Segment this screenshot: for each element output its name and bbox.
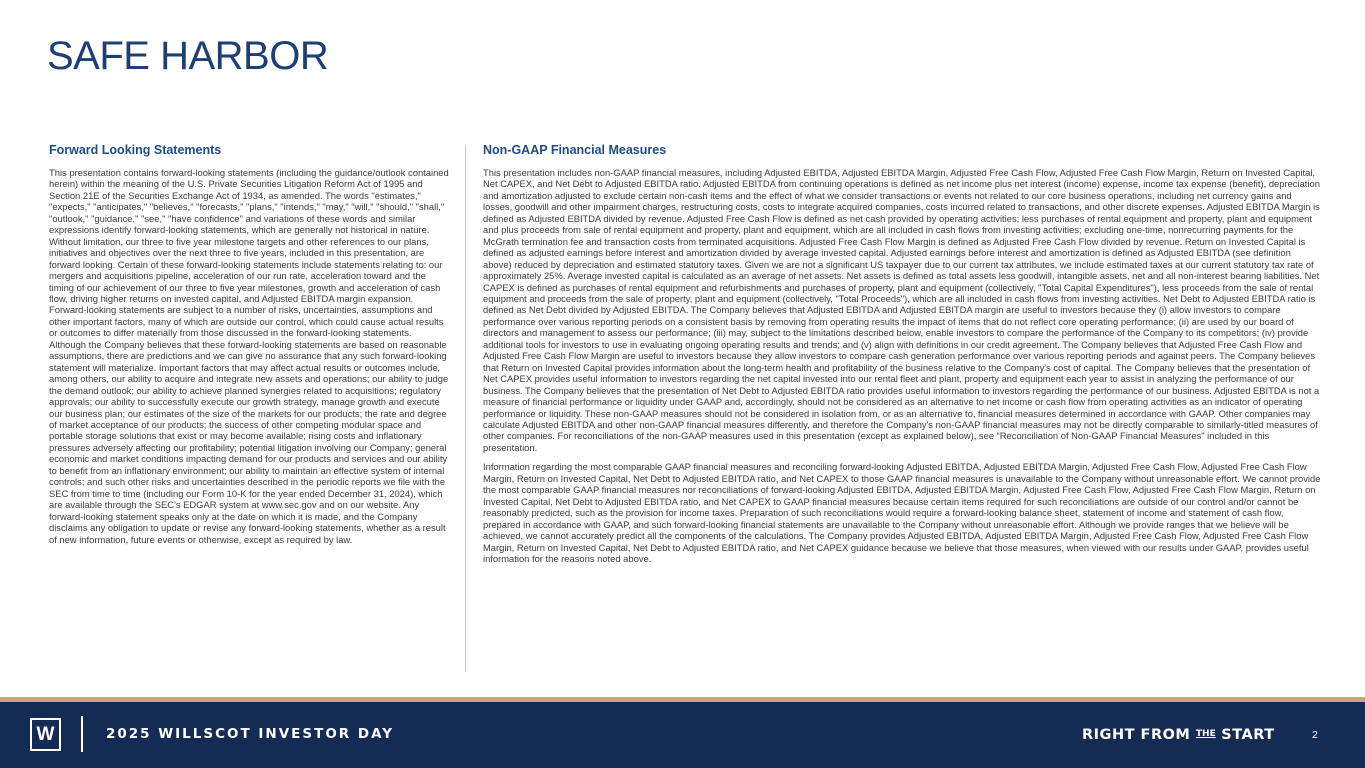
page-title: SAFE HARBOR (47, 34, 329, 78)
footer-separator (81, 716, 83, 752)
column-divider (465, 145, 466, 672)
event-name: 2025 WILLSCOT INVESTOR DAY (106, 726, 395, 742)
non-gaap-section (483, 143, 1321, 570)
forward-looking-section (49, 143, 449, 551)
tagline-part-1: RIGHT FROM (1082, 727, 1196, 743)
forward-looking-paragraph: This presentation contains forward-looking statements (including the guidance/outlook contained herein) within the meaning of the U.S. Private Securities Litigation Reform Act of 1995 and Section 21E of the Securities Exchange Act of 1934, as amended. The words "estimates," "expects," "anticipates," "believes," "forecasts," "plans," "intends," "may," "will," "should," "shall," "outlook," "guidance," "see," "have confidence" and variations of these words and similar expressions identify forward-looking statements, which are generally not historical in nature. Without limitation, our three to five year milestone targets and other references to our plans, initiatives and objectives over the next three to five years, included in this presentation, are forward looking. Certain of these forward-looking statements include statements relating to: our mergers and acquisitions pipeline, acceleration of our run rate, acceleration toward and the timing of our achievement of our three to five year milestones, growth and acceleration of cash flow, driving higher returns on invested capital, and Adjusted EBITDA margin expansion. Forward-looking statements are subject to a number of risks, uncertainties, assumptions and other important factors, many of which are outside our control, which could cause actual results or outcomes to differ materially from those discussed in the forward-looking statements. Although the Company believes that these forward-looking statements are based on reasonable assumptions, there are predictions and we can give no assurance that any such forward-looking statement will materialize. Important factors that may affect actual results or outcomes include, among others, our ability to acquire and integrate new assets and operations; our ability to judge the demand outlook; our ability to achieve planned synergies related to acquisitions; regulatory approvals; our ability to successfully execute our growth strategy, manage growth and execute our business plan; our estimates of the size of the markets for our products; the rate and degree of market acceptance of our products; the success of other competing modular space and portable storage solutions that exist or may become available; rising costs and inflationary pressures adversely affecting our profitability; potential litigation involving our Company; general economic and market conditions impacting demand for our products and services and our ability to benefit from an inflationary environment; our ability to maintain an effective system of internal controls; and such other risks and uncertainties described in the periodic reports we file with the SEC from time to time (including our Form 10-K for the year ended December 31, 2024), which are available through the SEC's EDGAR system at www.sec.gov and on our website. Any forward-looking statement speaks only at the date on which it is made, and the Company disclaims any obligation to update or revise any forward-looking statements, whether as a result of new information, future events or otherwise, except as required by law. (49, 167, 449, 545)
forward-looking-heading: Forward Looking Statements (49, 143, 222, 157)
non-gaap-paragraph-definitions: This presentation includes non-GAAP financial measures, including Adjusted EBITDA, Adjusted EBITDA Margin, Adjusted Free Cash Flow, Adjusted Free Cash Flow Margin, Return on Invested Capital, Net CAPEX, and Net Debt to Adjusted EBITDA ratio. Adjusted EBITDA from continuing operations is defined as net income plus net interest (income) expense, income tax expense (benefit), depreciation and amortization adjusted to exclude certain non-cash items and the effect of what we consider transactions or events not related to our core business operations, including net currency gains and losses, goodwill and other impairment charges, restructuring costs, costs to integrate acquired companies, costs incurred related to transactions, and other discrete expenses. Adjusted EBITDA Margin is defined as Adjusted EBITDA divided by revenue. Adjusted Free Cash Flow is defined as net cash provided by operating activities; less purchases of rental equipment and property, plant and equipment and plus proceeds from sale of rental equipment and property, plant and equipment, which are all included in cash flows from investing activities; excluding one-time, nonrecurring payments for the McGrath termination fee and transaction costs from terminated acquisitions. Adjusted Free Cash Flow Margin is defined as Adjusted Free Cash Flow divided by revenue. Return on Invested Capital is defined as adjusted earnings before interest and amortization divided by average invested capital. Adjusted earnings before interest and amortization is defined as Adjusted EBITDA (see definition above) reduced by depreciation and estimated statutory taxes. Given we are not a significant US taxpayer due to our current tax attributes, we include estimated taxes at our current statutory tax rate of approximately 25%. Average invested capital is calculated as an average of net assets. Net assets is defined as total assets less goodwill, intangible assets, net and all non-interest bearing liabilities. Net CAPEX is defined as purchases of rental equipment and refurbishments and purchases of property, plant and equipment (collectively, "Total Capital Expenditures"), less proceeds from the sale of rental equipment and proceeds from the sale of property, plant and equipment (collectively, "Total Proceeds"), which are all included in cash flows from investing activities. Net Debt to Adjusted EBITDA ratio is defined as Net Debt divided by Adjusted EBITDA. The Company believes that Adjusted EBITDA and Adjusted EBITDA margin are useful to investors because they (i) allow investors to compare performance over various reporting periods on a consistent basis by removing from operating results the impact of items that do not reflect core operating performance; (ii) are used by our board of directors and management to assess our performance; (iii) may, subject to the limitations described below, enable investors to compare the performance of the Company to its competitors; (iv) provide additional tools for investors to use in evaluating ongoing operating results and trends; and (v) align with definitions in our credit agreement. The Company believes that Adjusted Free Cash Flow and Adjusted Free Cash Flow Margin are useful to investors because they allow investors to compare cash generation performance over various reporting periods and against peers. The Company believes that Return on Invested Capital provides information about the long-term health and profitability of the business relative to the Company's cost of capital. The Company believes that the presentation of Net CAPEX provides useful information to investors regarding the net capital invested into our rental fleet and plant, property and equipment each year to assist in analyzing the performance of our business. The Company believes that the presentation of Net Debt to Adjusted EBITDA ratio provides useful information to investors regarding the performance of our business. Adjusted EBITDA is not a measure of financial performance or liquidity under GAAP and, accordingly, should not be considered as an alternative to net income or cash flow from operating activities as an indicator of operating performance or liquidity. These non-GAAP measures should not be considered in isolation from, or as an alternative to, financial measures determined in accordance with GAAP. Other companies may calculate Adjusted EBITDA and other non-GAAP financial measures differently, and therefore the Company's non-GAAP financial measures may not be directly comparable to similarly-titled measures of other companies. For reconciliations of the non-GAAP measures used in this presentation (except as explained below), see “Reconciliation of Non-GAAP Financial Measures" included in this presentation. (483, 167, 1320, 453)
willscot-logo: W (30, 718, 61, 751)
non-gaap-heading: Non-GAAP Financial Measures (483, 143, 667, 157)
tagline-the: THE (1195, 729, 1216, 739)
tagline-part-2: START (1215, 727, 1275, 743)
tagline-logo (1082, 725, 1275, 744)
footer-bar (0, 702, 1365, 768)
non-gaap-paragraph-reconciliation: Information regarding the most comparable GAAP financial measures and reconciling forward-looking Adjusted EBITDA, Adjusted EBITDA Margin, Adjusted Free Cash Flow, Adjusted Free Cash Flow Margin, Return on Invested Capital, Net Debt to Adjusted EBITDA ratio, and Net CAPEX to those GAAP financial measures is unavailable to the Company without unreasonable effort. We cannot provide the most comparable GAAP financial measures nor reconciliations of forward-looking Adjusted EBITDA, Adjusted EBITDA Margin, Adjusted Free Cash Flow, Adjusted Free Cash Flow Margin, Return on Invested Capital, Net Debt to Adjusted EBITDA ratio, and Net CAPEX to GAAP financial measures because certain items required for such reconciliations are outside of our control and/or cannot be reasonably predicted, such as the provision for income taxes. Preparation of such reconciliations would require a forward-looking balance sheet, statement of income and statement of cash flow, prepared in accordance with GAAP, and such forward-looking financial statements are unavailable to the Company without unreasonable effort. Although we provide ranges that we believe will be achieved, we cannot accurately predict all the components of the calculations. The Company provides Adjusted EBITDA, Adjusted EBITDA Margin, Adjusted Free Cash Flow, Adjusted Free Cash Flow Margin, Return on Invested Capital, Net Debt to Adjusted EBITDA ratio, and Net CAPEX guidance because we believe that those measures, when viewed with our results under GAAP, provides useful information for the reasons noted above. (483, 461, 1321, 564)
page-number: 2 (1312, 729, 1318, 741)
